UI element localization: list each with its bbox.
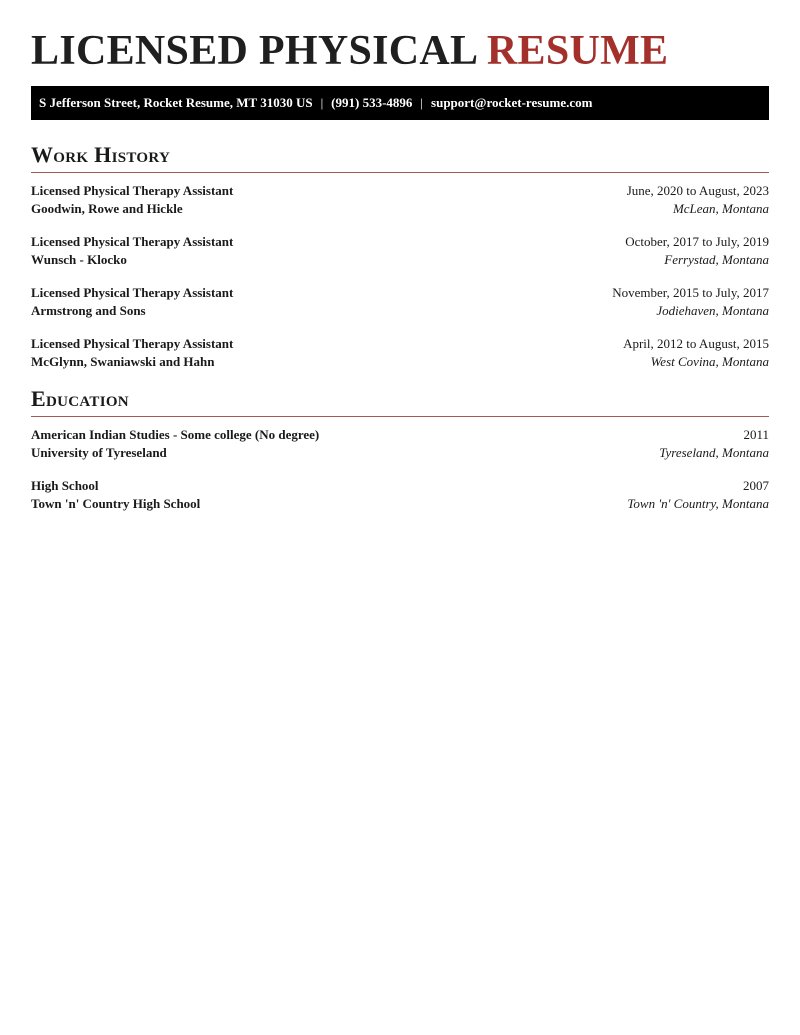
work-entry bbox=[31, 233, 769, 269]
job-dates: April, 2012 to August, 2015 bbox=[623, 336, 769, 351]
contact-separator: | bbox=[420, 95, 424, 110]
contact-address: S Jefferson Street, Rocket Resume, MT 31030 US bbox=[39, 95, 313, 110]
job-location: Jodiehaven, Montana bbox=[656, 303, 769, 318]
education-year: 2011 bbox=[743, 427, 769, 442]
employer-name: McGlynn, Swaniawski and Hahn bbox=[31, 354, 215, 369]
work-entry bbox=[31, 335, 769, 371]
title-accent: RESUME bbox=[486, 28, 669, 74]
job-dates: October, 2017 to July, 2019 bbox=[625, 234, 769, 249]
title-main: LICENSED PHYSICAL bbox=[31, 28, 477, 74]
job-dates: November, 2015 to July, 2017 bbox=[612, 285, 769, 300]
job-location: West Covina, Montana bbox=[650, 354, 769, 369]
contact-email: support@rocket-resume.com bbox=[431, 95, 593, 110]
employer-name: Wunsch - Klocko bbox=[31, 252, 127, 267]
job-title: Licensed Physical Therapy Assistant bbox=[31, 234, 234, 249]
job-location: McLean, Montana bbox=[672, 201, 769, 216]
work-entry bbox=[31, 182, 769, 218]
job-title: Licensed Physical Therapy Assistant bbox=[31, 183, 234, 198]
contact-separator: | bbox=[320, 95, 324, 110]
job-title: Licensed Physical Therapy Assistant bbox=[31, 285, 234, 300]
school-location: Town 'n' Country, Montana bbox=[627, 496, 769, 511]
job-dates: June, 2020 to August, 2023 bbox=[626, 183, 769, 198]
school-location: Tyreseland, Montana bbox=[659, 445, 769, 460]
contact-phone: (991) 533-4896 bbox=[331, 95, 413, 110]
job-title: Licensed Physical Therapy Assistant bbox=[31, 336, 234, 351]
education-heading: Education bbox=[31, 386, 769, 417]
page-title bbox=[31, 0, 769, 74]
education-entry bbox=[31, 477, 769, 513]
education-year: 2007 bbox=[743, 478, 769, 493]
degree-name: High School bbox=[31, 478, 99, 493]
employer-name: Armstrong and Sons bbox=[31, 303, 146, 318]
contact-bar bbox=[31, 86, 769, 120]
education-entry bbox=[31, 426, 769, 462]
work-history-heading: Work History bbox=[31, 142, 769, 173]
work-entry bbox=[31, 284, 769, 320]
degree-name: American Indian Studies - Some college (No degree) bbox=[31, 427, 320, 442]
school-name: Town 'n' Country High School bbox=[31, 496, 201, 511]
employer-name: Goodwin, Rowe and Hickle bbox=[31, 201, 183, 216]
school-name: University of Tyreseland bbox=[31, 445, 167, 460]
job-location: Ferrystad, Montana bbox=[664, 252, 769, 267]
